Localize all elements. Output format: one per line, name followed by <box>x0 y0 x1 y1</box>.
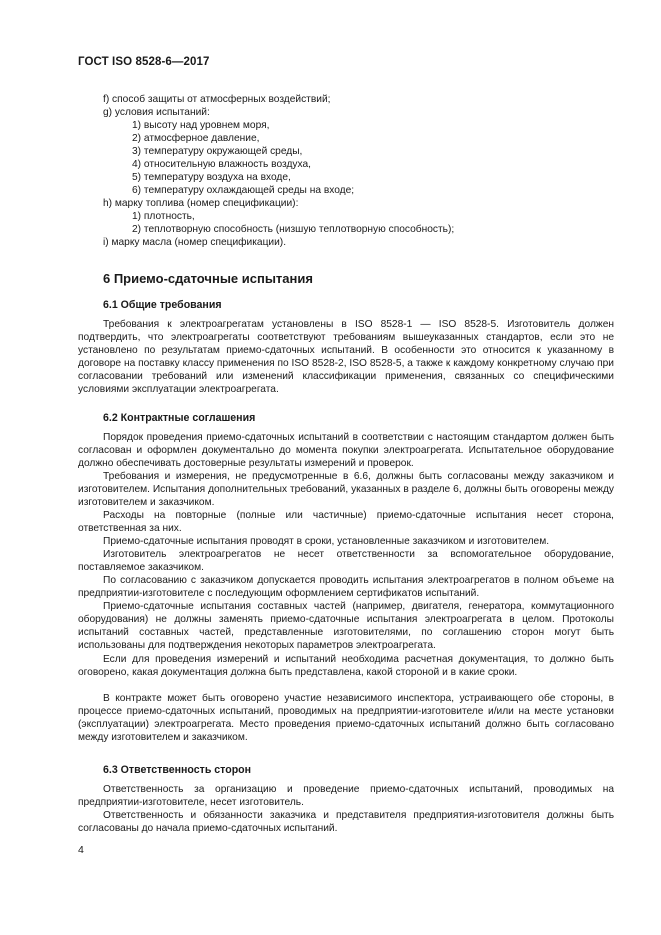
list-subitem: 3) температуру окружающей среды, <box>132 146 303 157</box>
list-item-g: g) условия испытаний: <box>103 107 210 118</box>
list-subitem: 2) теплотворную способность (низшую теплотворную способность); <box>132 224 455 235</box>
list-item-f: f) способ защиты от атмосферных воздействий; <box>103 94 331 105</box>
paragraph: В контракте может быть оговорено участие независимого инспектора, устраивающего обе стороны, в процессе приемо-сдаточных испытаний, проводимых на предприятии-изготовителе и/или на месте установки (эксплуатации) электроагрегата. Место проведения приемо-сдаточных испытаний должно быть согласовано между изготовителем и заказчиком. <box>78 693 614 744</box>
paragraph: По согласованию с заказчиком допускается проводить испытания электроагрегатов в полном объеме на предприятии-изготовителе с последующим оформлением сертификатов испытаний. <box>78 575 614 600</box>
list-subitem: 4) относительную влажность воздуха, <box>132 159 311 170</box>
document-header: ГОСТ ISO 8528-6—2017 <box>78 56 210 68</box>
paragraph: Приемо-сдаточные испытания составных частей (например, двигателя, генератора, коммутационного оборудования) не должны заменять приемо-сдаточные испытания электроагрегата в целом. Протоколы испытаний составных частей, представленные изготовителями, по соглашению сторон могут быть использованы для подтверждения некоторых параметров электроагрегата. <box>78 601 614 652</box>
section-6-2-title: 6.2 Контрактные соглашения <box>103 412 256 424</box>
section-6-title: 6 Приемо-сдаточные испытания <box>103 271 313 286</box>
paragraph: Расходы на повторные (полные или частичные) приемо-сдаточные испытания несет сторона, ответственная за них. <box>78 510 614 535</box>
page-number: 4 <box>78 844 84 856</box>
list-subitem: 1) плотность, <box>132 211 195 222</box>
paragraph: Если для проведения измерений и испытаний необходима расчетная документация, то должно быть оговорено, какая документация должна быть представлена, какой стороной и в какие сроки. <box>78 654 614 679</box>
section-6-1-title: 6.1 Общие требования <box>103 299 222 311</box>
section-6-3-title: 6.3 Ответственность сторон <box>103 764 252 776</box>
paragraph: Изготовитель электроагрегатов не несет ответственности за вспомогательное оборудование, поставляемое заказчиком. <box>78 549 614 574</box>
paragraph: Порядок проведения приемо-сдаточных испытаний в соответствии с настоящим стандартом должен быть согласован и оформлен документально до момента покупки электроагрегата. Испытательное оборудование должно обеспечивать достоверные результаты измерений и проверок. <box>78 432 614 470</box>
list-item-i: i) марку масла (номер спецификации). <box>103 237 287 248</box>
paragraph: Требования и измерения, не предусмотренные в 6.6, должны быть согласованы между заказчиком и изготовителем. Испытания дополнительных требований, указанных в разделе 6, должны быть оговорены между изготовителем и заказчиком. <box>78 471 614 509</box>
list-subitem: 1) высоту над уровнем моря, <box>132 120 270 131</box>
list-subitem: 2) атмосферное давление, <box>132 133 260 144</box>
list-item-h: h) марку топлива (номер спецификации): <box>103 198 299 209</box>
paragraph: Ответственность за организацию и проведение приемо-сдаточных испытаний, проводимых на предприятии-изготовителе, несет изготовитель. <box>78 784 614 809</box>
paragraph: Требования к электроагрегатам установлены в ISO 8528-1 — ISO 8528-5. Изготовитель должен подтвердить, что электроагрегаты соответствуют требованиям вышеуказанных стандартов, если это не установлено по результатам приемо-сдаточных испытаний. В особенности это относится к указанному в договоре на поставку классу применения по ISO 8528-2, ISO 8528-5, а также к каждому конкретному случаю при согласовании требований или изменений классификации применения, связанных со специфическими условиями эксплуатации электроагрегата. <box>78 319 614 396</box>
list-subitem: 6) температуру охлаждающей среды на входе; <box>132 185 355 196</box>
paragraph: Ответственность и обязанности заказчика и представителя предприятия-изготовителя должны быть согласованы до начала приемо-сдаточных испытаний. <box>78 810 614 835</box>
paragraph: Приемо-сдаточные испытания проводят в сроки, установленные заказчиком и изготовителем. <box>103 536 550 547</box>
list-subitem: 5) температуру воздуха на входе, <box>132 172 291 183</box>
